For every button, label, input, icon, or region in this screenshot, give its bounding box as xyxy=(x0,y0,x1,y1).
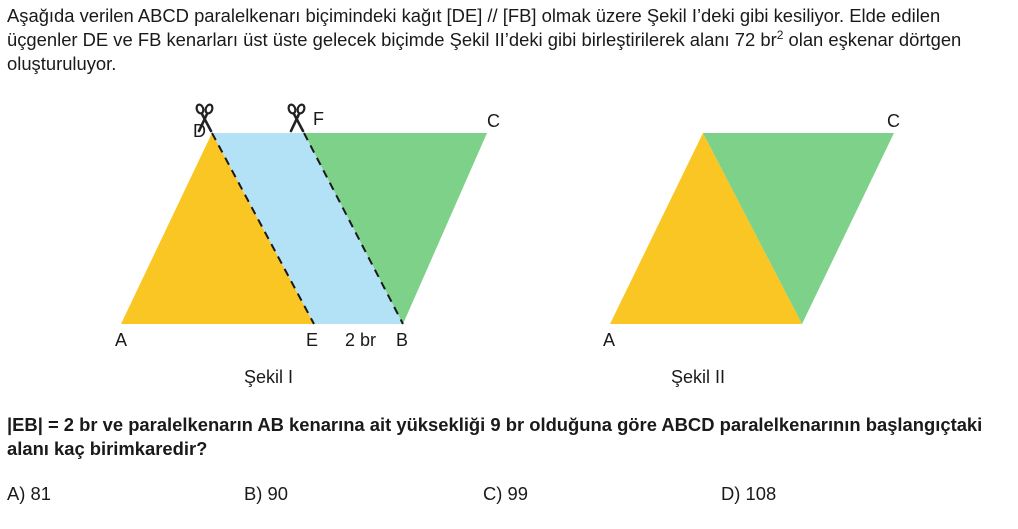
vertex-label-e: E xyxy=(306,330,319,350)
vertex-label-f: F xyxy=(313,109,324,129)
scissors-handle xyxy=(296,104,305,115)
figure-1 xyxy=(115,104,500,387)
figure-1-caption: Şekil I xyxy=(244,367,294,387)
vertex-label-b: B xyxy=(396,330,409,350)
intro-text: Aşağıda verilen ABCD paralelkenarı biçimindeki kağıt [DE] // [FB] olmak üzere Şekil I’deki gibi kesiliyor. Elde edilen üçgenler DE ve FB kenarları üst üste gelecek biçimde Şekil II’deki gibi birleştirilerek alanı 72 br xyxy=(7,5,941,50)
answer-options xyxy=(7,483,1015,507)
option-c[interactable]: C) 99 xyxy=(483,483,528,504)
option-b[interactable]: B) 90 xyxy=(244,483,288,504)
intro-text-end: olan eşkenar dörtgen oluşturuluyor. xyxy=(7,29,962,74)
vertex-label-c: C xyxy=(487,111,500,131)
scissors-handle xyxy=(195,104,204,115)
vertex-label-d: D xyxy=(193,121,206,141)
scissors-handle xyxy=(287,104,296,115)
scissors-icon xyxy=(287,104,305,131)
question-text: |EB| = 2 br ve paralelkenarın AB kenarına ait yüksekliği 9 br olduğuna göre ABCD paralelkenarının başlangıçtaki alanı kaç birimkaredir? xyxy=(7,414,983,459)
segment-label-eb: 2 br xyxy=(345,330,377,350)
figure-2-caption: Şekil II xyxy=(671,367,726,387)
vertex-label-a: A xyxy=(115,330,128,350)
vertex-label-a-2: A xyxy=(603,330,616,350)
vertex-label-c-2: C xyxy=(887,111,900,131)
intro-superscript: 2 xyxy=(776,28,784,42)
option-d[interactable]: D) 108 xyxy=(721,483,777,504)
scissors-handle xyxy=(204,104,213,115)
figure-2 xyxy=(603,111,900,387)
option-a[interactable]: A) 81 xyxy=(7,483,51,504)
